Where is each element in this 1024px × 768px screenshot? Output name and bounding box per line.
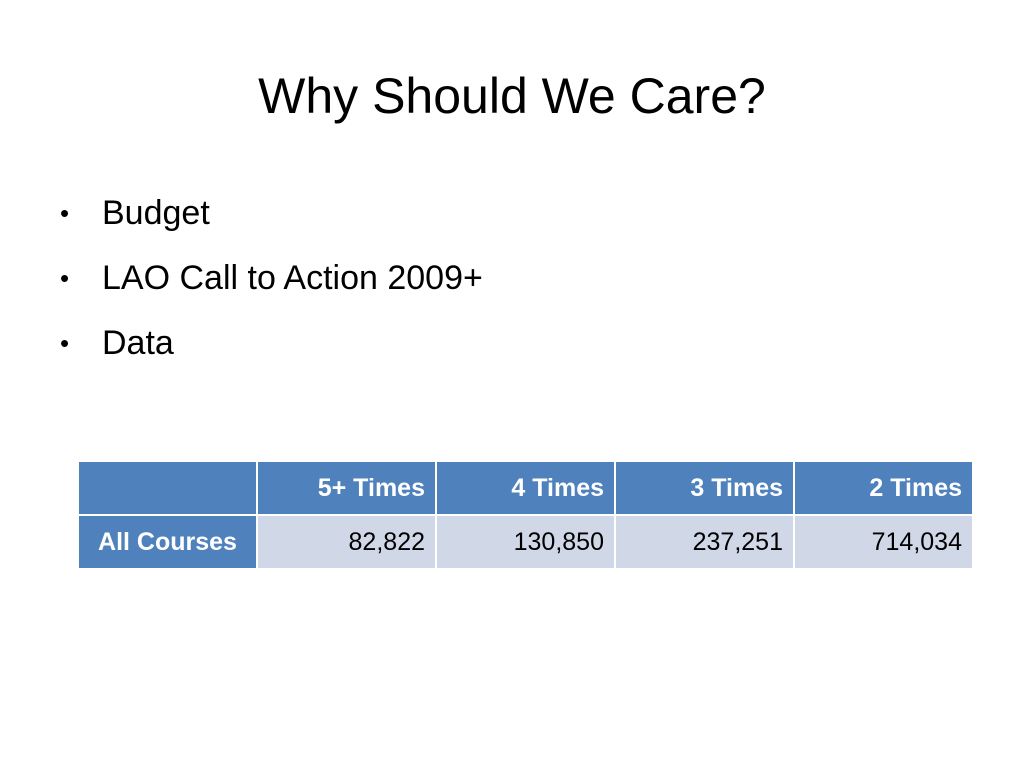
slide-title: Why Should We Care? xyxy=(258,68,766,124)
table-header xyxy=(78,461,973,515)
table-cell: 237,251 xyxy=(615,515,794,569)
bullet-label: Data xyxy=(102,324,174,362)
bullet-marker-icon: • xyxy=(60,263,70,293)
bullet-marker-icon: • xyxy=(60,198,70,228)
table-row xyxy=(78,515,973,569)
table-cell: 82,822 xyxy=(257,515,436,569)
row-header-all-courses: All Courses xyxy=(78,515,257,569)
bullet-item-data xyxy=(58,318,483,368)
course-repeat-table xyxy=(77,460,974,570)
column-header-3-times: 3 Times xyxy=(615,461,794,515)
table-cell: 130,850 xyxy=(436,515,615,569)
bullet-label: Budget xyxy=(102,194,210,232)
bullet-item-budget xyxy=(58,188,483,238)
bullet-item-lao-call-to-action xyxy=(58,253,483,303)
table-corner-cell xyxy=(78,461,257,515)
bullet-label: LAO Call to Action 2009+ xyxy=(102,259,483,297)
table-cell: 714,034 xyxy=(794,515,973,569)
table-body xyxy=(78,515,973,569)
table-header-row xyxy=(78,461,973,515)
column-header-4-times: 4 Times xyxy=(436,461,615,515)
bullet-list xyxy=(58,188,483,383)
column-header-2-times: 2 Times xyxy=(794,461,973,515)
column-header-5-plus-times: 5+ Times xyxy=(257,461,436,515)
bullet-marker-icon: • xyxy=(60,328,70,358)
